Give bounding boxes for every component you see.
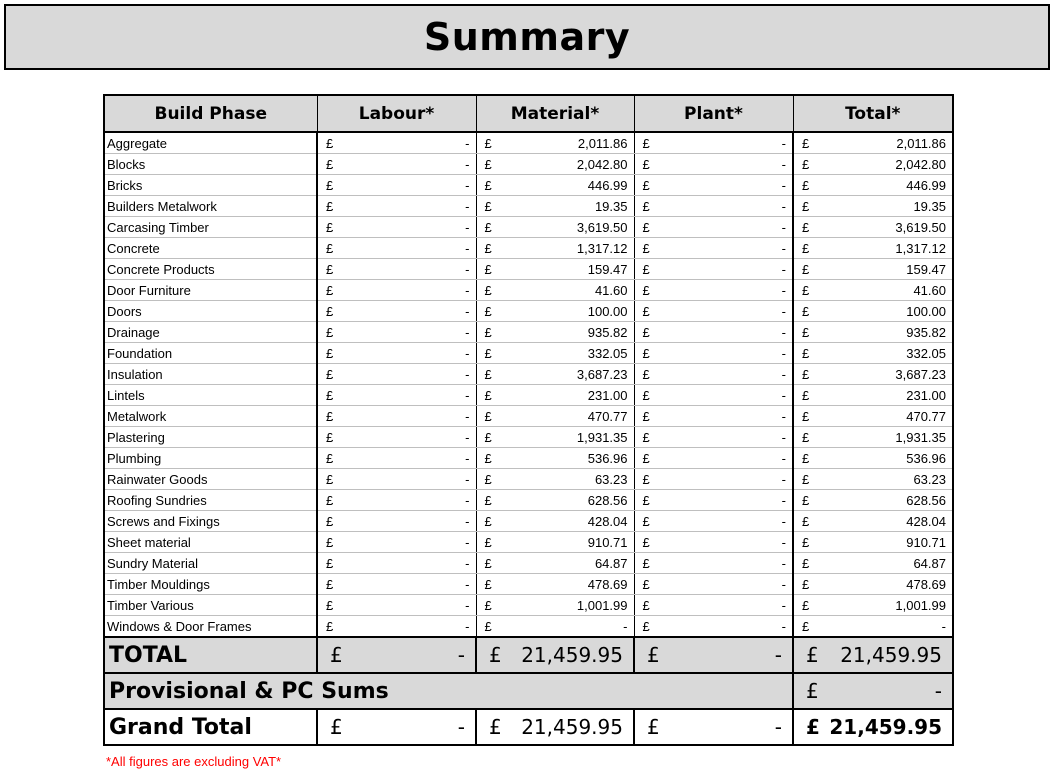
- plant-cell: £ -: [642, 618, 786, 634]
- material-cell: £ 64.87: [484, 555, 628, 571]
- table-row: [104, 616, 953, 638]
- labour-cell: £ -: [326, 387, 470, 403]
- header-total: Total*: [793, 95, 953, 132]
- total-labour: £ -: [330, 643, 465, 667]
- total-cell: £ 935.82: [802, 324, 946, 340]
- table-row: [104, 448, 953, 469]
- material-cell: £ 41.60: [484, 282, 628, 298]
- plant-cell: £ -: [642, 345, 786, 361]
- labour-cell: £ -: [326, 135, 470, 151]
- header-material: Material*: [476, 95, 634, 132]
- plant-cell: £ -: [642, 303, 786, 319]
- build-phase-cell: Door Furniture: [104, 280, 317, 301]
- build-phase-cell: Insulation: [104, 364, 317, 385]
- plant-cell: £ -: [642, 177, 786, 193]
- material-cell: £ 19.35: [484, 198, 628, 214]
- total-cell: £ 231.00: [802, 387, 946, 403]
- grand-labour: £ -: [330, 715, 465, 739]
- labour-cell: £ -: [326, 261, 470, 277]
- table-row: [104, 427, 953, 448]
- labour-cell: £ -: [326, 408, 470, 424]
- labour-cell: £ -: [326, 513, 470, 529]
- total-cell: £ 41.60: [802, 282, 946, 298]
- build-phase-cell: Sheet material: [104, 532, 317, 553]
- plant-cell: £ -: [642, 555, 786, 571]
- total-cell: £ 910.71: [802, 534, 946, 550]
- labour-cell: £ -: [326, 555, 470, 571]
- build-phase-cell: Bricks: [104, 175, 317, 196]
- material-cell: £ 536.96: [484, 450, 628, 466]
- material-cell: £ 428.04: [484, 513, 628, 529]
- material-cell: £ 332.05: [484, 345, 628, 361]
- total-cell: £ -: [802, 618, 946, 634]
- total-cell: £ 428.04: [802, 513, 946, 529]
- header-row: [104, 95, 953, 132]
- table-row: [104, 175, 953, 196]
- plant-cell: £ -: [642, 282, 786, 298]
- table-row: [104, 196, 953, 217]
- table-row: [104, 490, 953, 511]
- material-cell: £ 1,931.35: [484, 429, 628, 445]
- labour-cell: £ -: [326, 177, 470, 193]
- plant-cell: £ -: [642, 366, 786, 382]
- labour-cell: £ -: [326, 576, 470, 592]
- provisional-label: Provisional & PC Sums: [104, 673, 634, 709]
- plant-cell: £ -: [642, 156, 786, 172]
- labour-cell: £ -: [326, 366, 470, 382]
- build-phase-cell: Plumbing: [104, 448, 317, 469]
- build-phase-cell: Roofing Sundries: [104, 490, 317, 511]
- plant-cell: £ -: [642, 135, 786, 151]
- total-cell: £ 1,931.35: [802, 429, 946, 445]
- table-row: [104, 238, 953, 259]
- summary-table: [103, 94, 954, 746]
- build-phase-cell: Timber Mouldings: [104, 574, 317, 595]
- table-row: [104, 385, 953, 406]
- provisional-row: [104, 673, 953, 709]
- plant-cell: £ -: [642, 198, 786, 214]
- plant-cell: £ -: [642, 471, 786, 487]
- material-cell: £ 628.56: [484, 492, 628, 508]
- total-cell: £ 1,001.99: [802, 597, 946, 613]
- labour-cell: £ -: [326, 240, 470, 256]
- vat-footnote: *All figures are excluding VAT*: [106, 754, 282, 769]
- build-phase-cell: Drainage: [104, 322, 317, 343]
- total-row: [104, 637, 953, 673]
- labour-cell: £ -: [326, 534, 470, 550]
- material-cell: £ 2,042.80: [484, 156, 628, 172]
- material-cell: £ 478.69: [484, 576, 628, 592]
- build-phase-cell: Builders Metalwork: [104, 196, 317, 217]
- total-material: £ 21,459.95: [489, 643, 623, 667]
- build-phase-cell: Blocks: [104, 154, 317, 175]
- plant-cell: £ -: [642, 450, 786, 466]
- table-row: [104, 343, 953, 364]
- total-cell: £ 2,042.80: [802, 156, 946, 172]
- total-cell: £ 63.23: [802, 471, 946, 487]
- table-row: [104, 574, 953, 595]
- plant-cell: £ -: [642, 597, 786, 613]
- build-phase-cell: Rainwater Goods: [104, 469, 317, 490]
- build-phase-cell: Carcasing Timber: [104, 217, 317, 238]
- plant-cell: £ -: [642, 261, 786, 277]
- build-phase-cell: Timber Various: [104, 595, 317, 616]
- build-phase-cell: Metalwork: [104, 406, 317, 427]
- material-cell: £ 3,619.50: [484, 219, 628, 235]
- header-plant: Plant*: [634, 95, 793, 132]
- build-phase-cell: Concrete Products: [104, 259, 317, 280]
- material-cell: £ 446.99: [484, 177, 628, 193]
- total-label: TOTAL: [104, 637, 317, 673]
- grand-material: £ 21,459.95: [489, 715, 623, 739]
- labour-cell: £ -: [326, 303, 470, 319]
- material-cell: £ 231.00: [484, 387, 628, 403]
- labour-cell: £ -: [326, 450, 470, 466]
- total-cell: £ 19.35: [802, 198, 946, 214]
- total-plant: £ -: [647, 643, 782, 667]
- table-row: [104, 132, 953, 154]
- plant-cell: £ -: [642, 387, 786, 403]
- table-row: [104, 301, 953, 322]
- total-cell: £ 536.96: [802, 450, 946, 466]
- table-row: [104, 322, 953, 343]
- labour-cell: £ -: [326, 429, 470, 445]
- grand-total-row: [104, 709, 953, 745]
- grand-plant: £ -: [647, 715, 782, 739]
- table-row: [104, 532, 953, 553]
- total-cell: £ 2,011.86: [802, 135, 946, 151]
- total-cell: £ 446.99: [802, 177, 946, 193]
- build-phase-cell: Plastering: [104, 427, 317, 448]
- labour-cell: £ -: [326, 324, 470, 340]
- labour-cell: £ -: [326, 219, 470, 235]
- labour-cell: £ -: [326, 471, 470, 487]
- material-cell: £ 470.77: [484, 408, 628, 424]
- material-cell: £ 100.00: [484, 303, 628, 319]
- total-cell: £ 478.69: [802, 576, 946, 592]
- plant-cell: £ -: [642, 219, 786, 235]
- header-build-phase: Build Phase: [104, 95, 317, 132]
- table-row: [104, 406, 953, 427]
- labour-cell: £ -: [326, 492, 470, 508]
- plant-cell: £ -: [642, 576, 786, 592]
- table-row: [104, 553, 953, 574]
- plant-cell: £ -: [642, 429, 786, 445]
- plant-cell: £ -: [642, 513, 786, 529]
- total-cell: £ 100.00: [802, 303, 946, 319]
- total-cell: £ 628.56: [802, 492, 946, 508]
- build-phase-cell: Screws and Fixings: [104, 511, 317, 532]
- summary-banner: [4, 4, 1050, 70]
- table-row: [104, 217, 953, 238]
- build-phase-cell: Sundry Material: [104, 553, 317, 574]
- build-phase-cell: Concrete: [104, 238, 317, 259]
- labour-cell: £ -: [326, 198, 470, 214]
- material-cell: £ -: [484, 618, 628, 634]
- build-phase-cell: Windows & Door Frames: [104, 616, 317, 638]
- build-phase-cell: Doors: [104, 301, 317, 322]
- table-row: [104, 595, 953, 616]
- table-row: [104, 364, 953, 385]
- total-cell: £ 159.47: [802, 261, 946, 277]
- total-cell: £ 332.05: [802, 345, 946, 361]
- table-row: [104, 259, 953, 280]
- item-rows: [104, 132, 953, 637]
- labour-cell: £ -: [326, 618, 470, 634]
- grand-total-value: £ 21,459.95: [806, 715, 942, 739]
- header-labour: Labour*: [317, 95, 476, 132]
- labour-cell: £ -: [326, 597, 470, 613]
- total-cell: £ 470.77: [802, 408, 946, 424]
- material-cell: £ 2,011.86: [484, 135, 628, 151]
- material-cell: £ 1,317.12: [484, 240, 628, 256]
- total-cell: £ 1,317.12: [802, 240, 946, 256]
- table-row: [104, 154, 953, 175]
- material-cell: £ 63.23: [484, 471, 628, 487]
- table-row: [104, 280, 953, 301]
- total-cell: £ 3,687.23: [802, 366, 946, 382]
- material-cell: £ 159.47: [484, 261, 628, 277]
- material-cell: £ 3,687.23: [484, 366, 628, 382]
- material-cell: £ 935.82: [484, 324, 628, 340]
- page-title: Summary: [423, 15, 631, 59]
- plant-cell: £ -: [642, 324, 786, 340]
- labour-cell: £ -: [326, 156, 470, 172]
- total-cell: £ 64.87: [802, 555, 946, 571]
- labour-cell: £ -: [326, 282, 470, 298]
- labour-cell: £ -: [326, 345, 470, 361]
- material-cell: £ 910.71: [484, 534, 628, 550]
- plant-cell: £ -: [642, 534, 786, 550]
- build-phase-cell: Foundation: [104, 343, 317, 364]
- provisional-total: £ -: [806, 679, 942, 703]
- total-total: £ 21,459.95: [806, 643, 942, 667]
- plant-cell: £ -: [642, 408, 786, 424]
- table-row: [104, 511, 953, 532]
- grand-total-label: Grand Total: [104, 709, 317, 745]
- build-phase-cell: Lintels: [104, 385, 317, 406]
- build-phase-cell: Aggregate: [104, 132, 317, 154]
- table-row: [104, 469, 953, 490]
- total-cell: £ 3,619.50: [802, 219, 946, 235]
- material-cell: £ 1,001.99: [484, 597, 628, 613]
- plant-cell: £ -: [642, 240, 786, 256]
- plant-cell: £ -: [642, 492, 786, 508]
